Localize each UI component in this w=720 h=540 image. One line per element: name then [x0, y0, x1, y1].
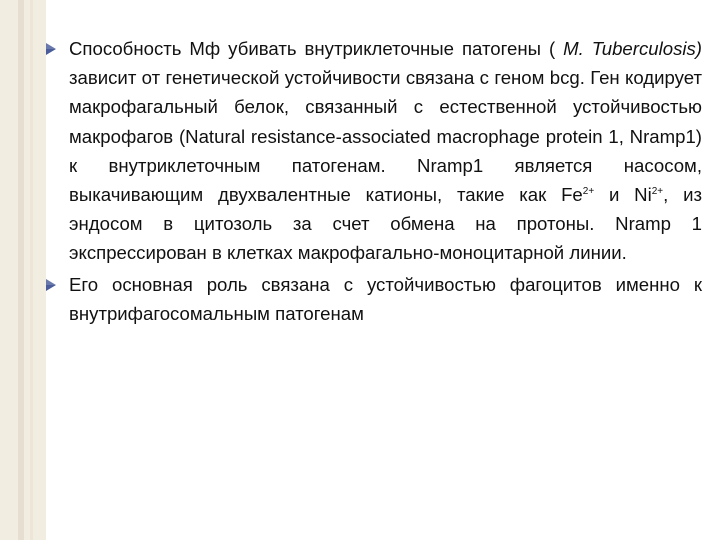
slide-content [0, 34, 720, 328]
triangle-bullet-icon [46, 43, 56, 55]
bullet-paragraph-2 [69, 270, 702, 328]
charge-superscript: 2+ [651, 185, 664, 197]
triangle-bullet-icon [46, 279, 56, 291]
paragraph-text: Способность Мф убивать внутриклеточные патогены ( [69, 38, 564, 59]
paragraph-text: и Ni [594, 184, 652, 206]
paragraph-text: , из эндосом в цитозоль за счет обмена на протоны. Nramp 1 экспрессирован в клетках макрофагально-моноцитарной линии. [69, 184, 702, 264]
bullet-paragraph-1 [69, 34, 702, 268]
paragraph-text: Его основная роль связана с устойчивостью фагоцитов именно к внутрифагосомальным патогенам [69, 273, 702, 324]
pathogen-name: M. Tuberculosis) [563, 38, 702, 59]
paragraph-text: зависит от генетической устойчивости связана с геном bcg. Ген кодирует макрофагальный белок, связанный с естественной устойчивостью макрофагов (Natural resistance-associated macrophage protein 1, Nramp1) к внутриклеточным патогенам. Nramp1 является насосом, выкачивающим двухвалентные катионы, такие как Fe [69, 67, 702, 206]
charge-superscript: 2+ [582, 185, 595, 197]
